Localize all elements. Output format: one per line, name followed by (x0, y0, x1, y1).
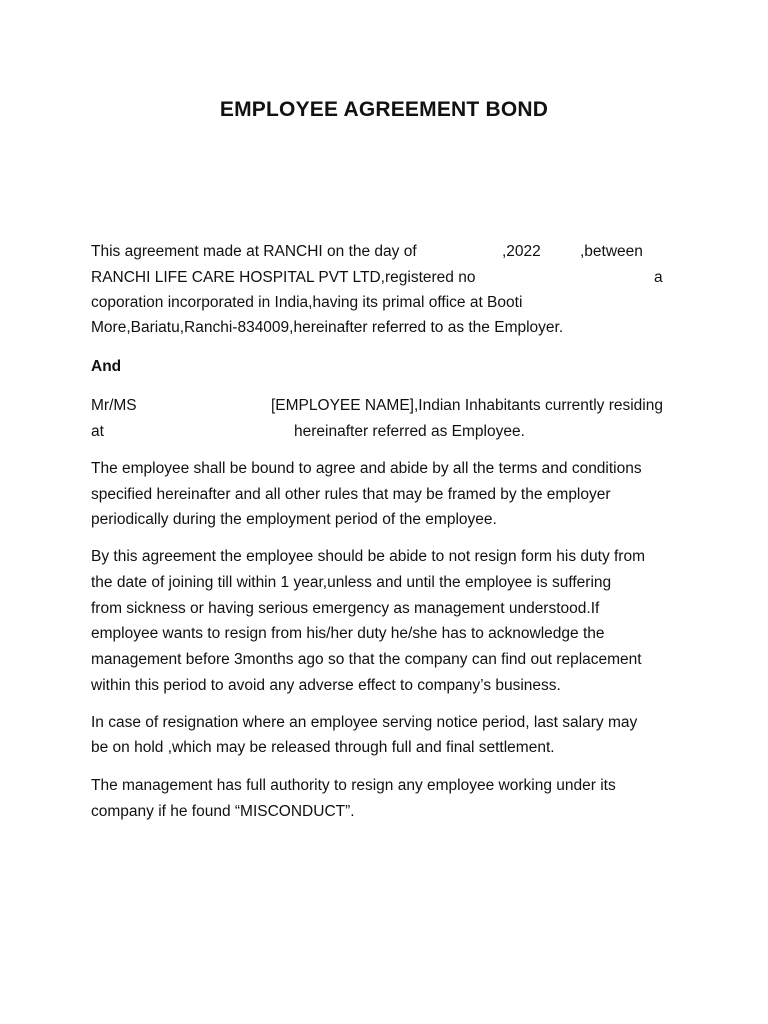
intro-line-1-text: This agreement made at RANCHI on the day of (91, 243, 417, 260)
and-label: And (91, 358, 122, 375)
intro-line-2-text: RANCHI LIFE CARE HOSPITAL PVT LTD,registered no (91, 269, 476, 286)
employee-at: at (91, 423, 104, 440)
para3-line: In case of resignation where an employee serving notice period, last salary may (91, 714, 638, 731)
para1-line: The employee shall be bound to agree and abide by all the terms and conditions (91, 460, 642, 477)
para2-line: By this agreement the employee should be abide to not resign form his duty from (91, 548, 645, 565)
intro-line-2-article: a (654, 269, 663, 286)
intro-line-3: coporation incorporated in India,having its primal office at Booti (91, 294, 523, 311)
para2-line: from sickness or having serious emergency as management understood.If (91, 600, 600, 617)
employee-name-placeholder: [EMPLOYEE NAME],Indian Inhabitants currently residing (271, 397, 663, 414)
employee-referred: hereinafter referred as Employee. (294, 423, 525, 440)
para2-line: management before 3months ago so that the company can find out replacement (91, 651, 642, 668)
para1-line: specified hereinafter and all other rules that may be framed by the employer (91, 486, 611, 503)
intro-line-4: More,Bariatu,Ranchi-834009,hereinafter referred to as the Employer. (91, 319, 564, 336)
intro-between: ,between (580, 243, 643, 260)
para4-line: company if he found “MISCONDUCT”. (91, 803, 355, 820)
para4-line: The management has full authority to resign any employee working under its (91, 777, 616, 794)
para2-line: within this period to avoid any adverse effect to company’s business. (91, 677, 561, 694)
para2-line: employee wants to resign from his/her duty he/she has to acknowledge the (91, 625, 605, 642)
para3-line: be on hold ,which may be released through full and final settlement. (91, 739, 555, 756)
para1-line: periodically during the employment period of the employee. (91, 511, 497, 528)
employee-title: Mr/MS (91, 397, 137, 414)
intro-year: ,2022 (502, 243, 541, 260)
document-title: EMPLOYEE AGREEMENT BOND (219, 98, 549, 121)
para2-line: the date of joining till within 1 year,unless and until the employee is suffering (91, 574, 612, 591)
